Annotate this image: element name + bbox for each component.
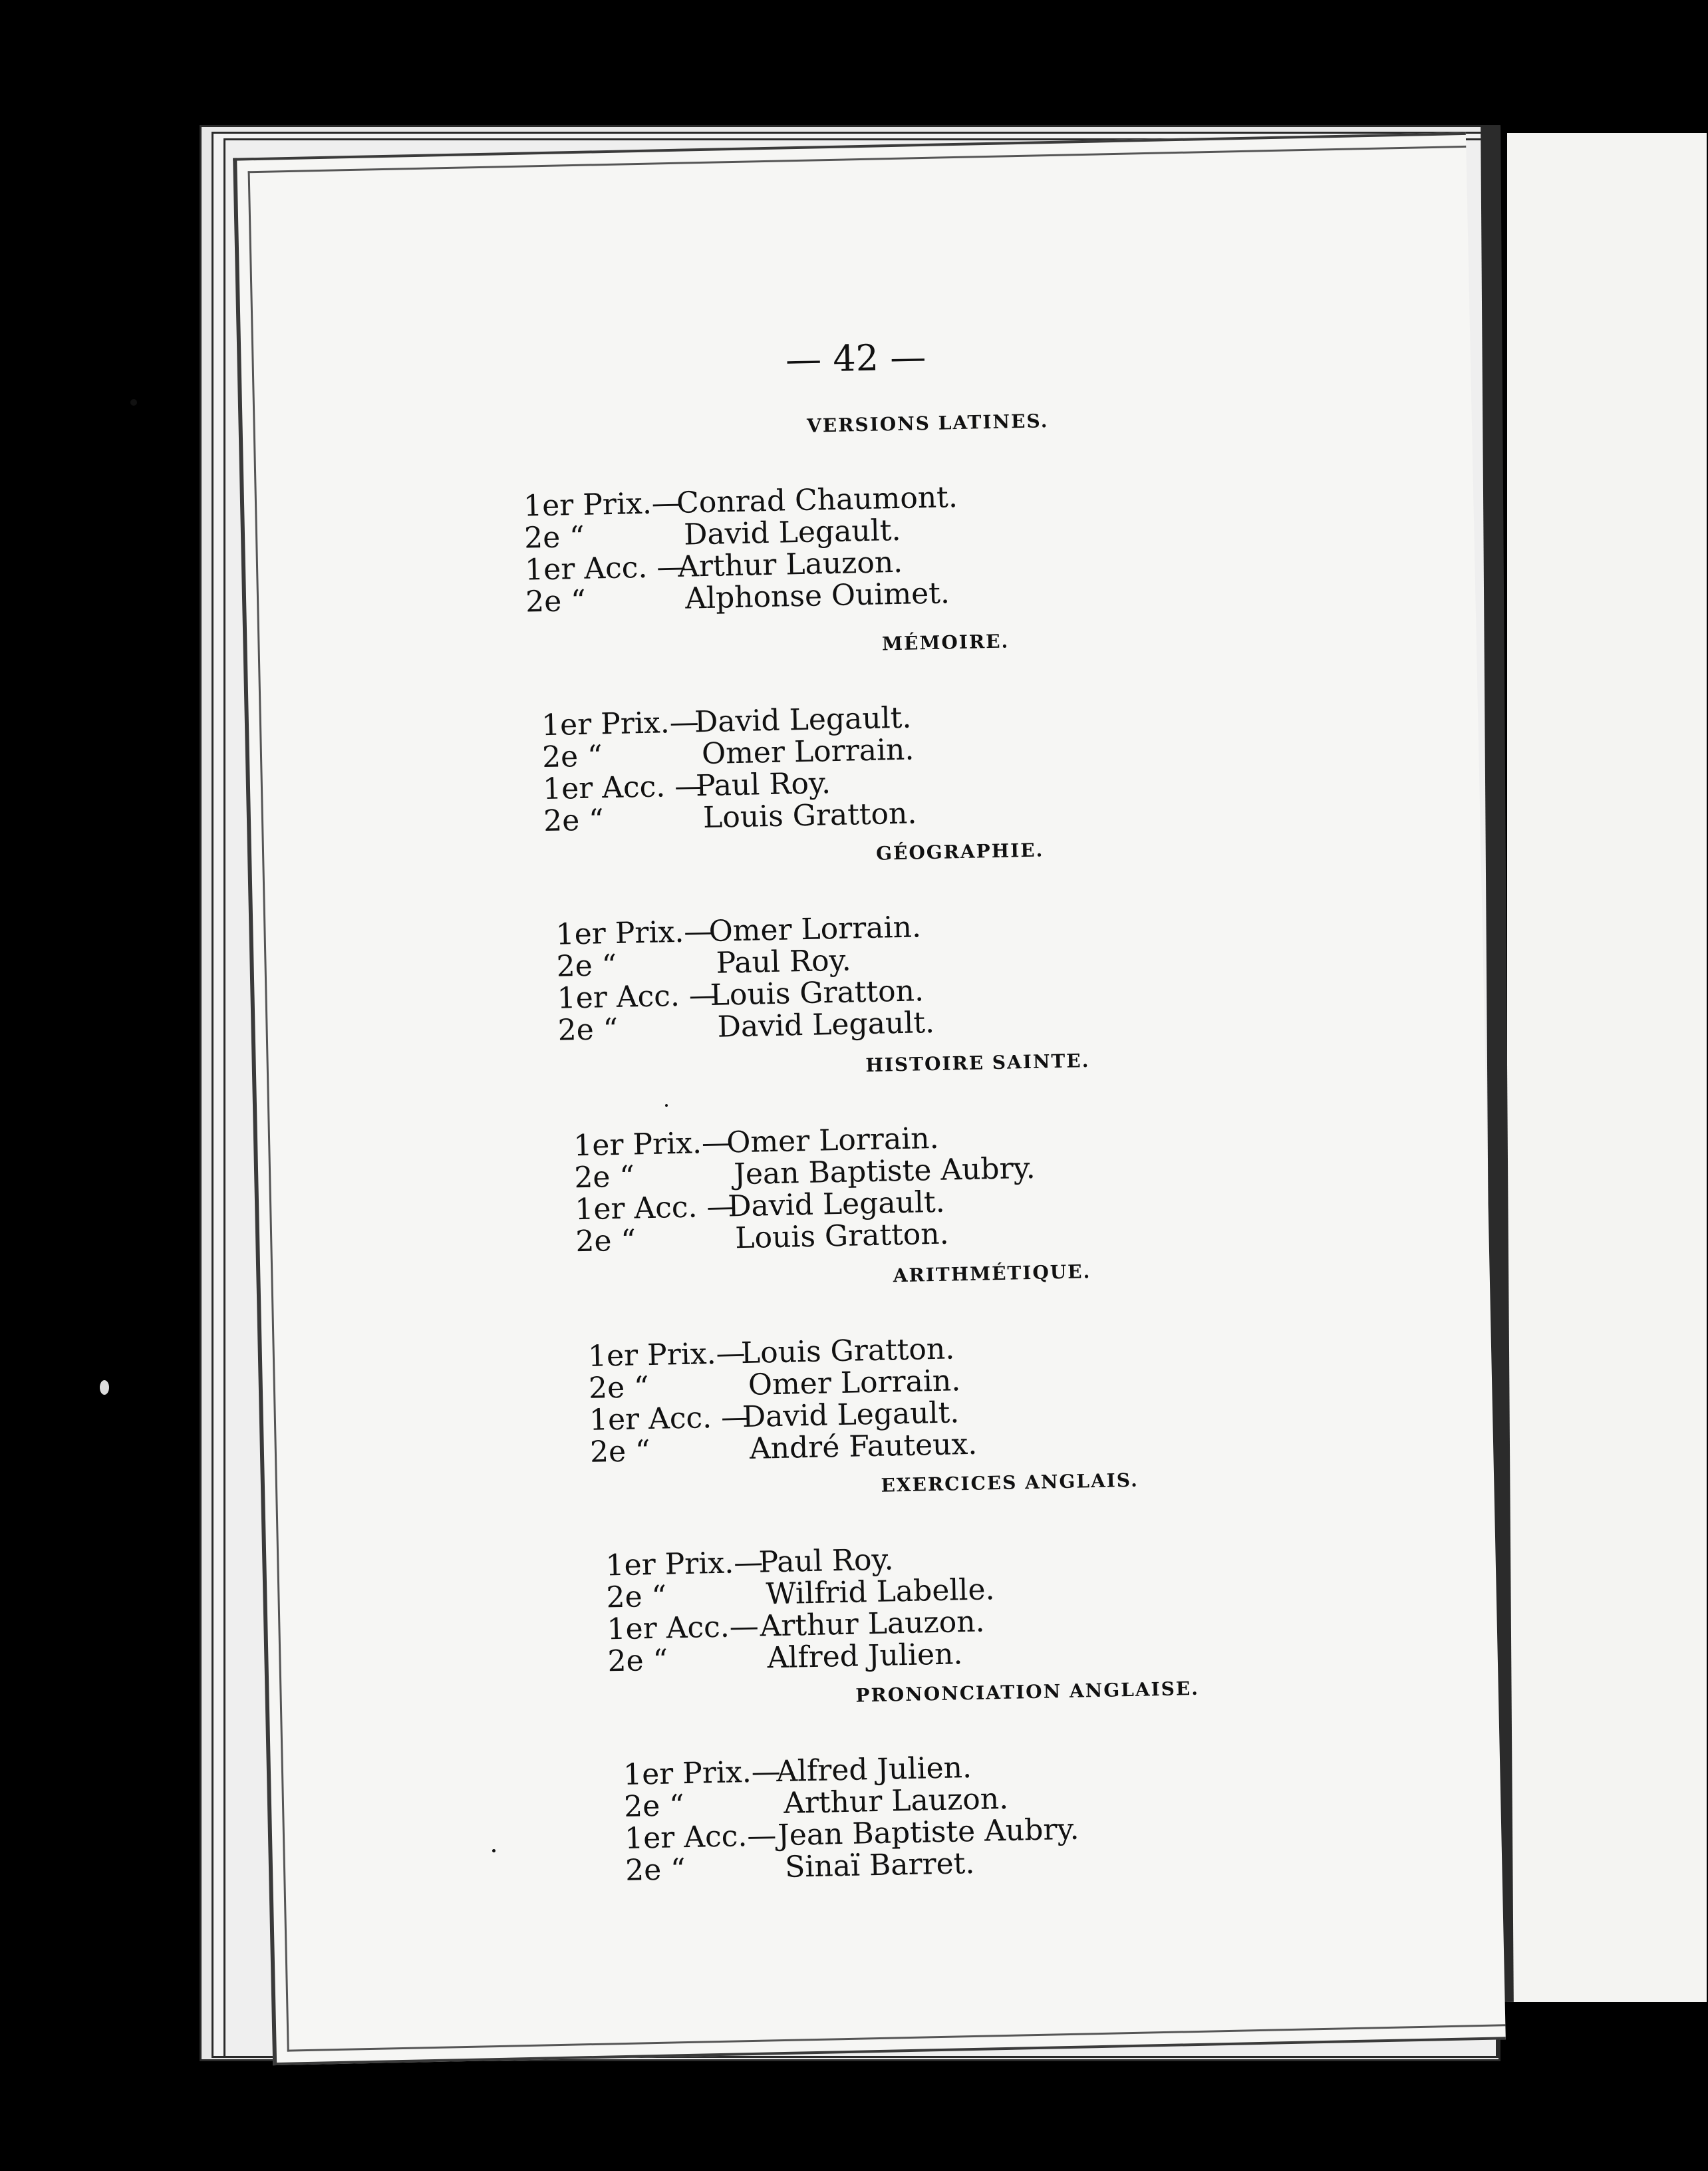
student-name: David Legault. (717, 1005, 935, 1044)
student-name: David Legault. (694, 700, 912, 740)
prize-section-versions-latines (522, 406, 1258, 619)
student-name: Alphonse Ouimet. (684, 576, 950, 616)
student-name: Alfred Julien. (767, 1637, 963, 1675)
speck (665, 1104, 668, 1107)
prize-rank: 1er Prix.— (555, 914, 714, 952)
prize-rank: 2e “ (575, 1223, 637, 1259)
section-heading: GÉOGRAPHIE. (875, 839, 1044, 865)
student-name: Omer Lorrain. (701, 732, 915, 772)
page-content (237, 135, 1505, 2063)
student-name: David Legault. (683, 513, 901, 552)
prize-rank: 2e “ (623, 1789, 685, 1824)
section-heading: MÉMOIRE. (881, 630, 1010, 655)
prize-rank: 2e “ (588, 1370, 650, 1405)
section-heading: PRONONCIATION ANGLAISE. (855, 1677, 1200, 1707)
student-name: Sinaï Barret. (784, 1846, 975, 1884)
section-heading: EXERCICES ANGLAIS. (881, 1469, 1139, 1497)
student-name: David Legault. (727, 1185, 946, 1224)
prize-rank: 2e “ (556, 948, 617, 984)
student-name: Alfred Julien. (776, 1751, 972, 1789)
prize-rank: 2e “ (557, 1012, 619, 1048)
prize-rank: 2e “ (573, 1159, 635, 1195)
student-name: Louis Gratton. (734, 1217, 950, 1256)
prize-section-memoire (539, 625, 1275, 837)
prize-rank: 2e “ (525, 583, 587, 619)
prize-rank: 2e “ (543, 803, 605, 839)
prize-section-histoire-sainte (572, 1045, 1308, 1258)
student-name: Louis Gratton. (740, 1332, 955, 1371)
student-name: Arthur Lauzon. (783, 1781, 1009, 1820)
speck (492, 1849, 496, 1852)
prize-rank: 1er Acc. — (524, 549, 686, 587)
prize-rank: 2e “ (541, 739, 603, 775)
student-name: Paul Roy. (758, 1542, 894, 1580)
student-name: David Legault. (742, 1395, 960, 1435)
student-name: Paul Roy. (716, 943, 852, 980)
prize-rank: 1er Prix.— (541, 705, 700, 743)
section-heading: ARITHMÉTIQUE. (893, 1260, 1091, 1287)
student-name: Wilfrid Labelle. (766, 1572, 995, 1612)
prize-rank: 2e “ (589, 1434, 651, 1469)
prize-rank: 2e “ (625, 1852, 686, 1888)
prize-rank: 1er Acc. — (574, 1189, 736, 1227)
prize-rank: 1er Prix.— (573, 1125, 732, 1163)
page-number: — 42 — (785, 335, 926, 381)
prize-rank: 1er Prix.— (605, 1545, 764, 1583)
prize-rank: 1er Acc.— (607, 1609, 760, 1647)
student-name: Omer Lorrain. (708, 910, 922, 948)
document-page (233, 132, 1506, 2065)
prize-section-arithmetique (586, 1256, 1322, 1469)
prize-rank: 1er Acc.— (624, 1818, 777, 1856)
section-heading: VERSIONS LATINES. (806, 410, 1049, 437)
prize-rank: 1er Acc. — (557, 978, 719, 1016)
prize-rank: 1er Prix.— (587, 1336, 746, 1374)
student-name: Arthur Lauzon. (677, 545, 903, 584)
facing-page (1507, 133, 1707, 2002)
prize-section-geographie (554, 834, 1290, 1047)
speck (130, 399, 137, 406)
student-name: Arthur Lauzon. (760, 1604, 986, 1644)
student-name: Jean Baptiste Aubry. (733, 1151, 1036, 1192)
speck (100, 1380, 109, 1395)
prize-rank: 1er Acc. — (589, 1399, 751, 1437)
student-name: Omer Lorrain. (748, 1364, 961, 1402)
prize-rank: 2e “ (523, 519, 585, 555)
prize-section-exercices-anglais (604, 1465, 1340, 1677)
prize-rank: 2e “ (606, 1579, 667, 1615)
section-heading: HISTOIRE SAINTE. (865, 1050, 1090, 1077)
student-name: Conrad Chaumont. (676, 480, 958, 520)
prize-rank: 2e “ (607, 1643, 668, 1679)
student-name: Paul Roy. (695, 766, 831, 803)
prize-rank: 1er Prix.— (623, 1755, 782, 1792)
student-name: Louis Gratton. (702, 796, 917, 835)
student-name: André Fauteux. (749, 1427, 978, 1466)
prize-section-prononciation-anglaise (622, 1674, 1357, 1887)
student-name: Louis Gratton. (710, 974, 925, 1012)
student-name: Jean Baptiste Aubry. (777, 1812, 1079, 1853)
student-name: Omer Lorrain. (726, 1121, 940, 1160)
prize-rank: 1er Acc. — (542, 769, 704, 807)
prize-rank: 1er Prix.— (523, 486, 682, 523)
